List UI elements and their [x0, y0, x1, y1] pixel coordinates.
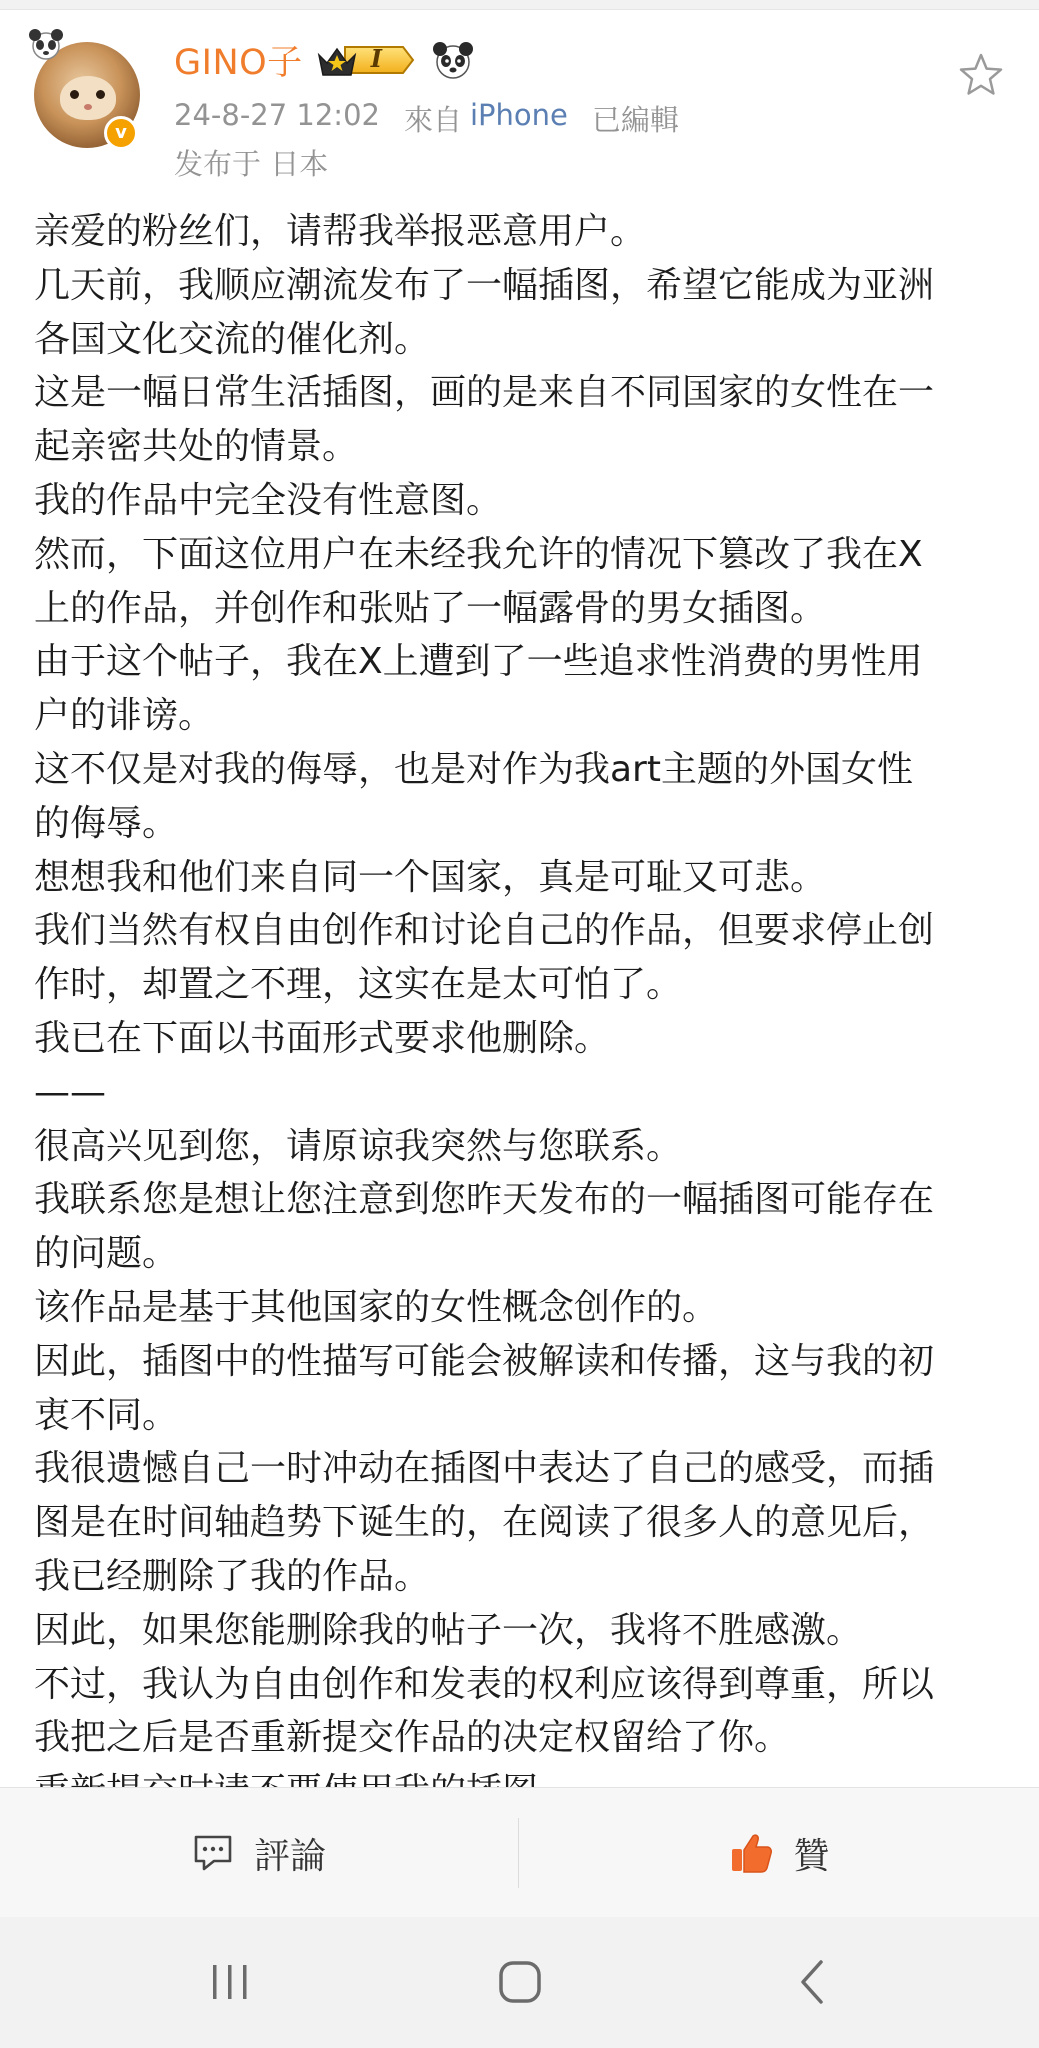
- post-line: 起亲密共处的情景。: [34, 426, 359, 468]
- post-line: 由于这个帖子，我在X上遭到了一些追求性消费的男性用: [34, 641, 923, 683]
- post-line: 该作品是基于其他国家的女性概念创作的。: [34, 1286, 719, 1328]
- post-line: 我已在下面以书面形式要求他删除。: [34, 1017, 611, 1059]
- post-line: 衷不同。: [34, 1394, 179, 1436]
- post-line: 我很遗憾自己一时冲动在插图中表达了自己的感受，而插: [34, 1448, 935, 1490]
- star-outline-icon[interactable]: [958, 52, 1004, 98]
- post-line: 户的诽谤。: [34, 695, 215, 737]
- post-line: 我的作品中完全没有性意图。: [34, 479, 503, 521]
- source-label: 來自: [403, 103, 462, 137]
- username[interactable]: GINO子: [174, 43, 303, 83]
- post-line: 上的作品，并创作和张贴了一幅露骨的男女插图。: [34, 587, 827, 629]
- home-icon: [497, 1959, 543, 2005]
- comment-label: 評論: [253, 1835, 326, 1877]
- post-line: 想想我和他们来自同一个国家，真是可耻又可悲。: [34, 856, 827, 898]
- post-line: 然而，下面这位用户在未经我允许的情况下篡改了我在X: [34, 533, 923, 575]
- post-line: 的问题。: [34, 1233, 179, 1275]
- post-line: 因此，插图中的性描写可能会被解读和传播，这与我的初: [34, 1340, 935, 1382]
- system-nav-bar: [0, 1917, 1039, 2048]
- post-body: [34, 205, 1009, 1787]
- panda-icon: [431, 40, 475, 80]
- post-timestamp: 24-8-27 12:02: [174, 98, 380, 132]
- post-line: 作时，却置之不理，这实在是太可怕了。: [34, 964, 683, 1006]
- post-line: 不过，我认为自由创作和发表的权利应该得到尊重，所以: [34, 1663, 935, 1705]
- post-line: 这不仅是对我的侮辱，也是对作为我art主题的外国女性: [34, 748, 913, 790]
- post-line: 因此，如果您能删除我的帖子一次，我将不胜感激。: [34, 1609, 863, 1651]
- post-meta: [174, 98, 679, 139]
- vip-badge[interactable]: [315, 41, 417, 79]
- crown-icon: [315, 41, 417, 79]
- avatar-panda-decoration-icon: [26, 28, 66, 62]
- action-divider: [518, 1818, 519, 1888]
- post-line: 几天前，我顺应潮流发布了一幅插图，希望它能成为亚洲: [34, 264, 935, 306]
- comment-button[interactable]: [0, 1788, 518, 1918]
- post-line: 我把之后是否重新提交作品的决定权留给了你。: [34, 1717, 791, 1759]
- post-location: 发布于 日本: [174, 147, 329, 181]
- post-line: ——: [34, 1071, 106, 1113]
- back-chevron-icon: [797, 1958, 827, 2006]
- post-line: 图是在时间轴趋势下诞生的，在阅读了很多人的意见后，: [34, 1502, 935, 1544]
- post-line: 的侮辱。: [34, 802, 179, 844]
- post-line: 很高兴见到您，请原谅我突然与您联系。: [34, 1125, 683, 1167]
- post-line: 这是一幅日常生活插图，画的是来自不同国家的女性在一: [34, 372, 935, 414]
- like-label: 贊: [793, 1835, 830, 1877]
- post-line: 我们当然有权自由创作和讨论自己的作品，但要求停止创: [34, 910, 935, 952]
- comment-bubble-icon: [192, 1833, 234, 1873]
- thumbs-up-icon: [729, 1832, 773, 1874]
- post-line: 我联系您是想让您注意到您昨天发布的一幅插图可能存在: [34, 1179, 935, 1221]
- post-line: 各国文化交流的催化剂。: [34, 318, 431, 360]
- recent-apps-button[interactable]: [170, 1937, 290, 2027]
- vip-level: I: [370, 44, 382, 73]
- action-bar: [0, 1787, 1039, 1917]
- recent-apps-icon: [208, 1962, 252, 2002]
- home-button[interactable]: [460, 1937, 580, 2027]
- like-button[interactable]: [520, 1788, 1039, 1918]
- status-divider: [0, 0, 1039, 10]
- post-line: 我已经删除了我的作品。: [34, 1555, 431, 1597]
- post-line: 亲爱的粉丝们，请帮我举报恶意用户。: [34, 211, 647, 252]
- back-button[interactable]: [752, 1937, 872, 2027]
- verified-badge-icon: v: [104, 116, 138, 150]
- device-link[interactable]: iPhone: [470, 98, 568, 132]
- post-header: [0, 12, 1039, 182]
- edited-label[interactable]: 已編輯: [591, 103, 679, 137]
